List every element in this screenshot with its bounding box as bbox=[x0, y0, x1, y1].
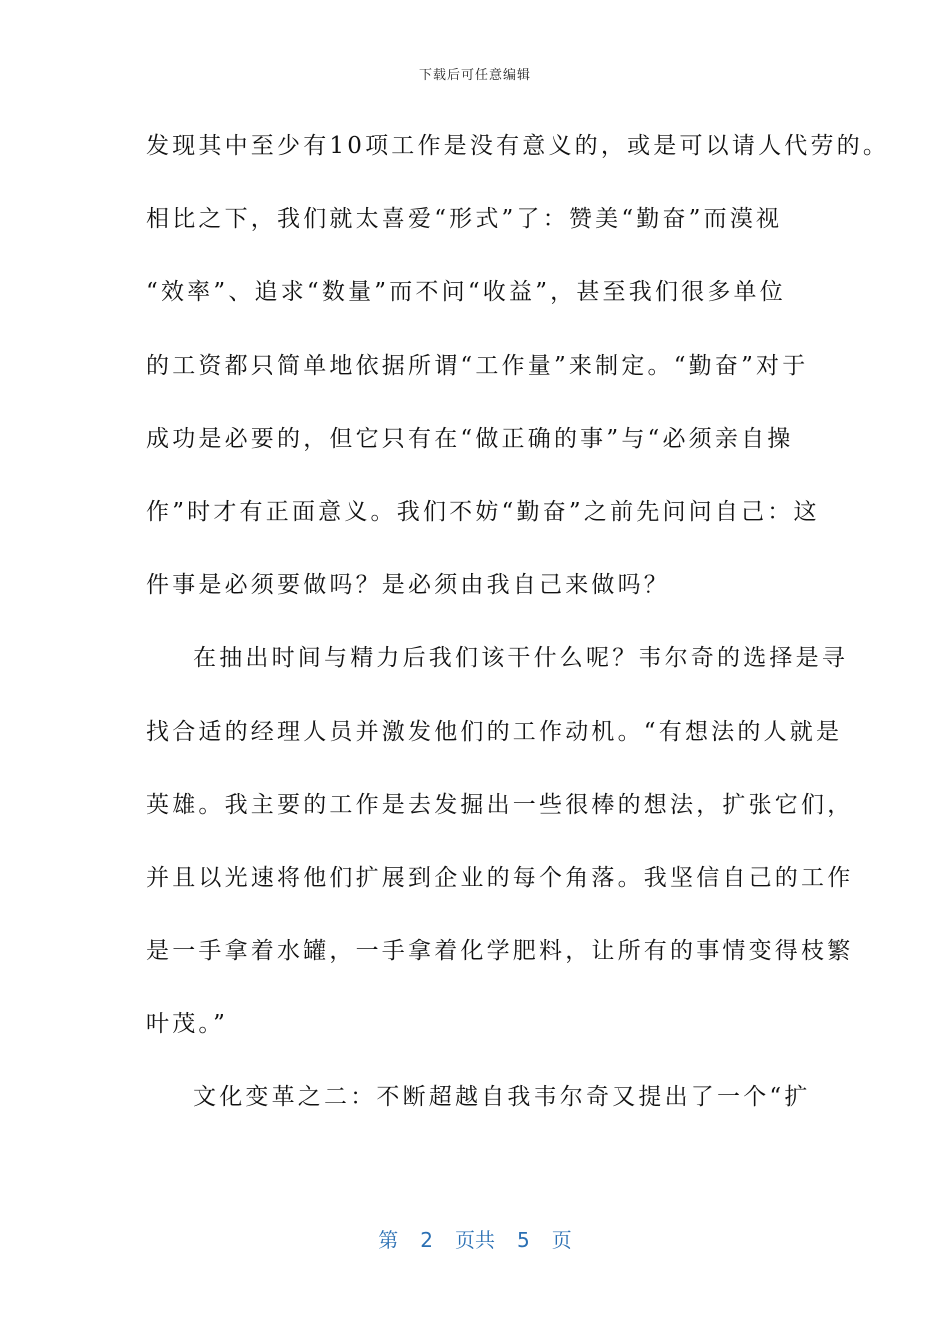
page-header: 下载后可任意编辑 bbox=[418, 68, 531, 83]
current-page-number: 2 bbox=[420, 1228, 433, 1252]
text-line: 叶茂。” bbox=[146, 1011, 229, 1038]
total-pages-number: 5 bbox=[517, 1228, 530, 1252]
text-line: 相比之下，我们就太喜爱“形式”了：赞美“勤奋”而漠视 bbox=[146, 206, 783, 233]
text-line: 件事是必须要做吗？是必须由我自己来做吗？ bbox=[146, 572, 670, 599]
text-line: 英雄。我主要的工作是去发掘出一些很棒的想法，扩张它们， bbox=[146, 791, 854, 818]
text-line: 找合适的经理人员并激发他们的工作动机。“有想法的人就是 bbox=[146, 718, 843, 745]
text-line: 发现其中至少有10项工作是没有意义的，或是可以请人代劳的。 bbox=[146, 133, 890, 159]
page-label-prefix: 第 bbox=[378, 1228, 399, 1252]
text-line: 成功是必要的，但它只有在“做正确的事”与“必须亲自操 bbox=[146, 425, 794, 452]
document-body bbox=[146, 126, 890, 1151]
text-line: 的工资都只简单地依据所谓“工作量”来制定。“勤奋”对于 bbox=[146, 352, 809, 379]
page-footer bbox=[0, 1224, 950, 1253]
text-line: “效率”、追求“数量”而不问“收益”，甚至我们很多单位 bbox=[146, 279, 786, 306]
text-line: 作”时才有正面意义。我们不妨“勤奋”之前先问问自己：这 bbox=[146, 498, 820, 525]
page-label-mid: 页共 bbox=[455, 1228, 495, 1252]
page-label-suffix: 页 bbox=[551, 1228, 572, 1252]
text-line: 并且以光速将他们扩展到企业的每个角落。我坚信自己的工作 bbox=[146, 864, 854, 891]
paragraph-start-line: 文化变革之二：不断超越自我韦尔奇又提出了一个“扩 bbox=[193, 1084, 811, 1111]
text-line: 是一手拿着水罐，一手拿着化学肥料，让所有的事情变得枝繁 bbox=[146, 938, 854, 965]
paragraph-start-line: 在抽出时间与精力后我们该干什么呢？韦尔奇的选择是寻 bbox=[193, 645, 848, 672]
